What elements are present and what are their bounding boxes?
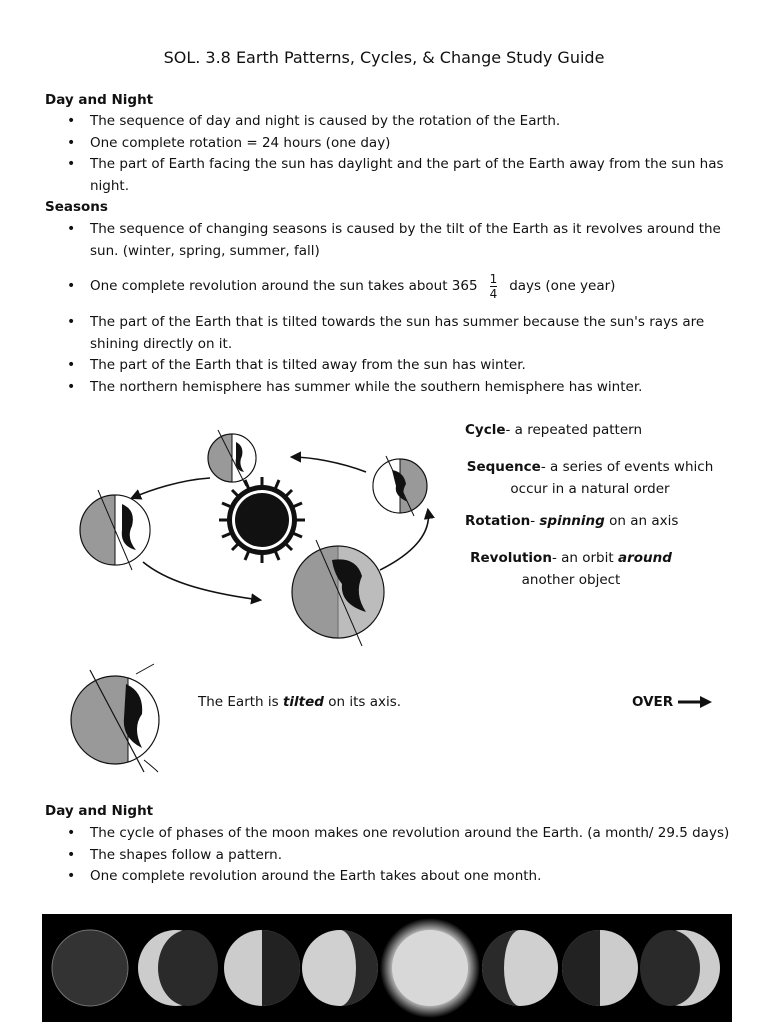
section-heading-day-night-2: Day and Night [45,803,154,819]
tilt-caption [198,694,401,710]
seasons-list-tilt [45,312,735,398]
earth-icon-left [80,490,150,570]
moon-phase-new [52,930,128,1006]
def-revolution-em: around [617,550,672,566]
page-title: SOL. 3.8 Earth Patterns, Cycles, & Change Study Guide [163,48,605,67]
definition-rotation [465,513,678,529]
list-item: • The cycle of phases of the moon makes one revolution around the Earth. (a month/ 29.5 days) [45,823,735,845]
quarter-fraction [490,272,498,301]
def-revolution: - an orbit [551,550,618,566]
fraction-denominator: 4 [489,286,498,301]
list-item: • The sequence of day and night is caused by the rotation of the Earth. [45,111,735,133]
moon-phase-waning-crescent [640,930,720,1006]
tilt-em: tilted [282,694,324,710]
def-rotation-em: spinning [539,513,605,529]
def-cycle: - a repeated pattern [505,422,642,438]
def-sequence: - a series of events which [540,459,714,475]
section-heading-seasons: Seasons [45,199,108,215]
list-item: • One complete revolution around the Earth takes about one month. [45,866,735,888]
year-text-pre: One complete revolution around the sun takes about 365 [90,278,478,294]
moon-list [45,823,735,888]
moon-phase-waxing-gibbous [302,930,378,1006]
earth-icon-top [208,430,256,486]
over-link[interactable] [632,694,712,710]
earth-icon-right [373,456,427,516]
def-revolution-line2: another object [521,572,621,588]
list-item: • The part of the Earth that is tilted towards the sun has summer because the sun's rays are shining directly on it. [45,312,735,355]
def-sequence-line2: occur in a natural order [510,481,670,497]
moon-phase-waning-gibbous [482,930,558,1006]
term-sequence: Sequence [466,459,541,475]
term-rotation: Rotation [465,513,531,529]
day-night-list [45,111,735,197]
list-item: • The part of Earth facing the sun has daylight and the part of the Earth away from the sun has night. [45,154,735,197]
moon-phases-image [42,914,732,1022]
year-text-post: days (one year) [509,278,616,294]
list-item: • The sequence of changing seasons is caused by the tilt of the Earth as it revolves around the sun. (winter, spring, summer, fall) [45,219,735,262]
seasons-list [45,219,735,262]
earth-icon-bottom [292,540,384,646]
list-item: • One complete rotation = 24 hours (one day) [45,133,735,155]
def-rotation-rest: on an axis [604,513,679,529]
moon-phase-waxing-crescent [138,930,218,1006]
list-item [45,266,735,306]
moon-phase-first-quarter [224,930,300,1006]
term-revolution: Revolution [470,550,552,566]
term-cycle: Cycle [465,422,506,438]
section-heading-day-night: Day and Night [45,92,154,108]
over-label: OVER [632,694,674,710]
definition-revolution [440,547,702,591]
definition-cycle [465,422,642,438]
moon-phases-strip [42,914,732,1022]
moon-phase-full [380,918,480,1018]
definition-sequence [440,456,740,500]
fraction-numerator: 1 [489,271,498,286]
def-rotation-dash: - [530,513,540,529]
list-item: • The shapes follow a pattern. [45,845,735,867]
tilt-pre: The Earth is [198,694,283,710]
tilt-post: on its axis. [323,694,402,710]
right-arrow-icon [678,696,712,708]
earth-orbit-diagram [70,420,455,650]
list-item: • The part of the Earth that is tilted away from the sun has winter. [45,355,735,377]
moon-phase-last-quarter [562,930,638,1006]
sun-icon [219,477,305,563]
tilted-earth-icon [60,660,170,775]
seasons-list-year [45,266,735,306]
list-item: • The northern hemisphere has summer while the southern hemisphere has winter. [45,377,735,399]
